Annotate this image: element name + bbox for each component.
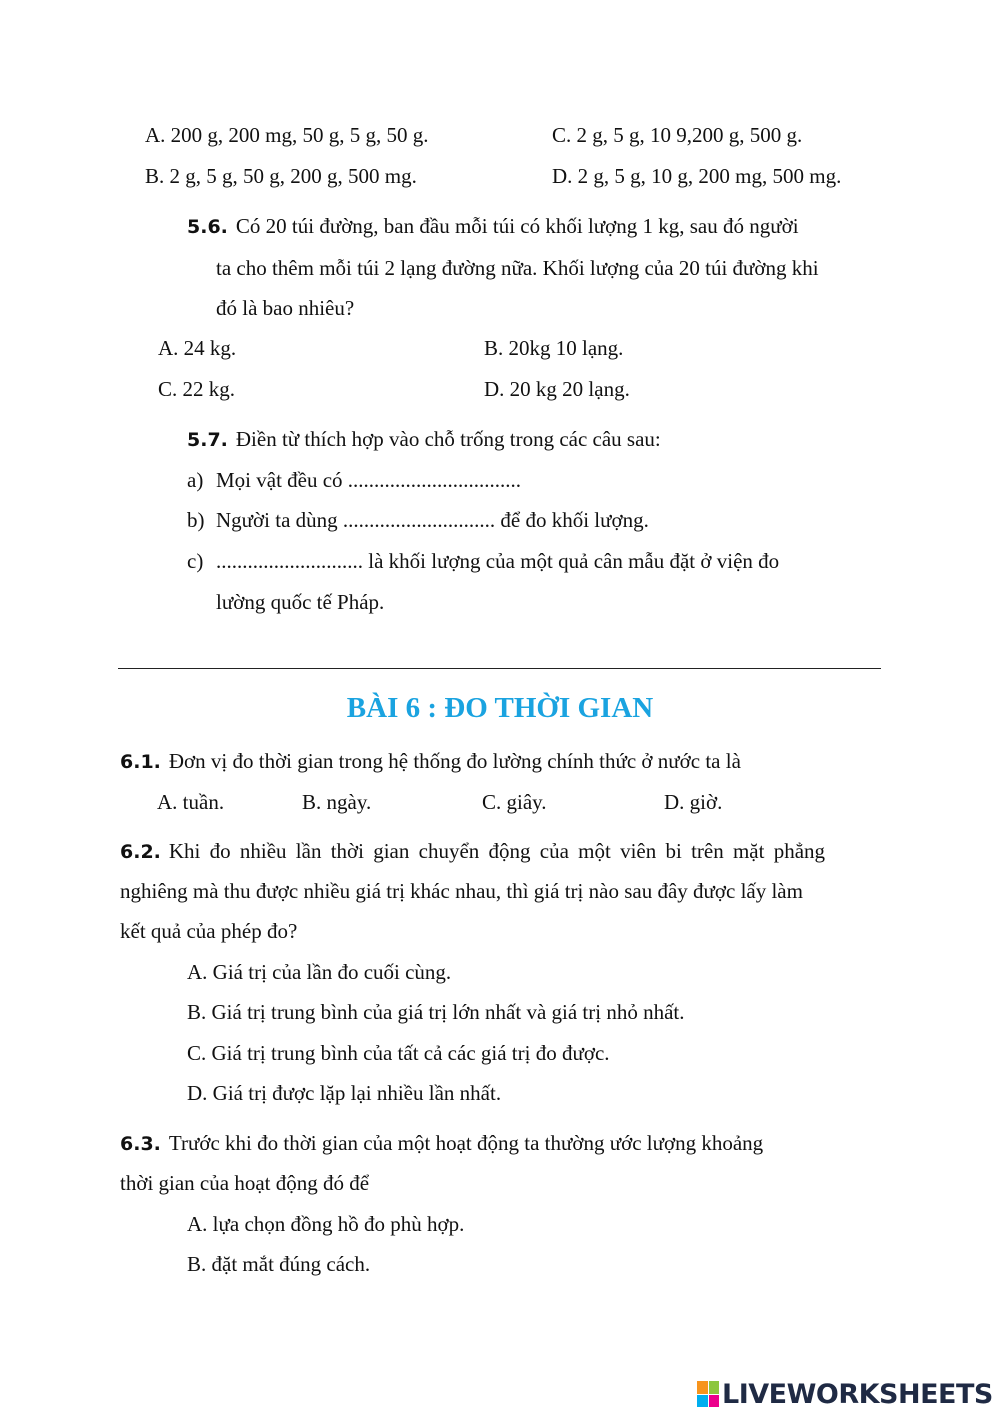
- fill-item-c-label: c): [187, 549, 204, 573]
- option-b: B. 2 g, 5 g, 50 g, 200 g, 500 mg.: [145, 164, 417, 188]
- question-6-1: [120, 751, 741, 772]
- question-text: Đơn vị đo thời gian trong hệ thống đo lường chính thức ở nước ta là: [168, 749, 741, 773]
- option-d: D. 20 kg 20 lạng.: [484, 377, 630, 401]
- section-divider: [118, 668, 881, 669]
- fill-item-a: Mọi vật đều có .................................: [216, 468, 522, 492]
- question-6-3: [120, 1133, 763, 1154]
- fill-item-b-label: b): [187, 508, 205, 532]
- option-b: B. đặt mắt đúng cách.: [187, 1252, 371, 1276]
- liveworksheets-logo: [697, 1379, 993, 1409]
- option-b: B. ngày.: [302, 790, 372, 814]
- liveworksheets-wordmark: LIVEWORKSHEETS: [722, 1378, 993, 1410]
- question-5-6: [187, 216, 799, 237]
- question-number: 6.1.: [120, 751, 161, 773]
- option-d: D. Giá trị được lặp lại nhiều lần nhất.: [187, 1081, 502, 1105]
- fill-item-c: ............................ là khối lượng của một quả cân mẫu đặt ở viện đo: [216, 549, 780, 573]
- option-a: A. Giá trị của lần đo cuối cùng.: [187, 960, 452, 984]
- question-5-7: [187, 429, 661, 450]
- question-number: 5.7.: [187, 429, 228, 451]
- option-c: C. Giá trị trung bình của tất cả các giá trị đo được.: [187, 1041, 610, 1065]
- option-a: A. 200 g, 200 mg, 50 g, 5 g, 50 g.: [145, 123, 429, 147]
- question-text: đó là bao nhiêu?: [216, 296, 355, 320]
- option-d: D. giờ.: [664, 790, 723, 814]
- question-number: 6.2.: [120, 841, 161, 863]
- question-text: ta cho thêm mỗi túi 2 lạng đường nữa. Khối lượng của 20 túi đường khi: [216, 256, 819, 280]
- fill-item-b: Người ta dùng ............................. để đo khối lượng.: [216, 508, 649, 532]
- question-text: Trước khi đo thời gian của một hoạt động ta thường ước lượng khoảng: [168, 1131, 764, 1155]
- option-a: A. tuần.: [157, 790, 225, 814]
- question-text: nghiêng mà thu được nhiều giá trị khác nhau, thì giá trị nào sau đây được lấy làm: [120, 879, 803, 903]
- question-number: 5.6.: [187, 216, 228, 238]
- option-c: C. giây.: [482, 790, 547, 814]
- fill-item-a-label: a): [187, 468, 204, 492]
- question-text: thời gian của hoạt động đó để: [120, 1171, 370, 1195]
- option-c: C. 22 kg.: [158, 377, 236, 401]
- option-d: D. 2 g, 5 g, 10 g, 200 mg, 500 mg.: [552, 164, 842, 188]
- question-number: 6.3.: [120, 1133, 161, 1155]
- question-text: Khi đo nhiều lần thời gian chuyển động của một viên bi trên mặt phẳng: [168, 839, 826, 863]
- section-title: BÀI 6 : ĐO THỜI GIAN: [346, 692, 654, 724]
- option-b: B. Giá trị trung bình của giá trị lớn nhất và giá trị nhỏ nhất.: [187, 1000, 685, 1024]
- option-b: B. 20kg 10 lạng.: [484, 336, 624, 360]
- question-text: kết quả của phép đo?: [120, 919, 298, 943]
- question-text: Điền từ thích hợp vào chỗ trống trong các câu sau:: [235, 427, 661, 451]
- option-c: C. 2 g, 5 g, 10 9,200 g, 500 g.: [552, 123, 803, 147]
- option-a: A. 24 kg.: [158, 336, 237, 360]
- liveworksheets-icon: [697, 1381, 719, 1407]
- question-text: Có 20 túi đường, ban đầu mỗi túi có khối lượng 1 kg, sau đó người: [235, 214, 799, 238]
- option-a: A. lựa chọn đồng hồ đo phù hợp.: [187, 1212, 465, 1236]
- question-6-2: [120, 841, 825, 862]
- fill-item-c-continued: lường quốc tế Pháp.: [216, 590, 385, 614]
